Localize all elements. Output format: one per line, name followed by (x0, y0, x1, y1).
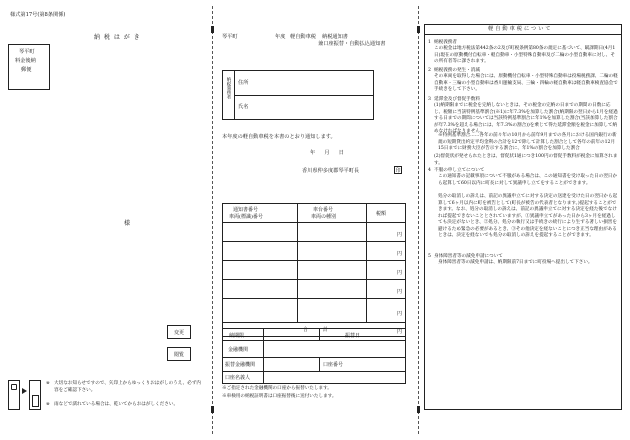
form-number: 様式第17号(第8条関係) (10, 12, 66, 18)
sender-mail: 郵便 (21, 67, 32, 73)
section-3-note: ※特例基準割合……各年の前々年の10月から前年9月までの各月における国内銀行の新規の短期貸出約定平均金利の合計を12で除して計算した割合として各年の前年の12月15日までに財務大臣が告示する割合に、年1%の割合を加算した割合 (438, 133, 617, 152)
section-1-body: この税金は地方税法第442条の2及び町税条例第80条の規定に基づいて、賦課期日(4月1日)現在の原動機付自転車・軽自動車・小型特殊自動車及び二輪の小型自動車に対し、その所有者等に課されます。 (434, 46, 616, 65)
account-no-label: 口座番号 (323, 362, 344, 368)
peel-corner-icon (11, 384, 17, 390)
peel-flap-icon (32, 395, 39, 407)
honorific: 様 (124, 220, 131, 227)
yen-unit: 円 (397, 289, 403, 295)
issue-date: 年 月 日 (310, 150, 346, 156)
postage-box (8, 44, 50, 90)
header-notice-no: 通知書番号 (233, 207, 259, 213)
bank-label: 金融機関 (228, 347, 249, 353)
info-title: 軽自動車税について (488, 26, 553, 32)
section-1-heading: 納税義務者 (434, 40, 457, 45)
taxpayer-label: 納税義務者 (226, 77, 231, 99)
address-label: 住所 (238, 80, 249, 86)
taxpayer-box (222, 70, 374, 120)
header-chassis-no: 車台番号 (313, 207, 334, 213)
notice-mark: ※ (46, 381, 50, 386)
header-tax-amount: 税額 (376, 211, 387, 217)
section-1-num: 1 (428, 40, 431, 45)
yen-unit: 円 (397, 329, 403, 335)
branch-label: 振替金融機関 (225, 362, 256, 368)
section-4-heading: 不服の申し立てについて (434, 168, 485, 173)
arrow-right-icon (22, 388, 27, 394)
section-5-heading: 身体障害者等の減免申請について (434, 254, 503, 259)
section-2-body: その車両を取得した場合には、原動機付自転車・小型特殊自動車は役場税務課、二輪の軽自動車・三輪の小型自動車は香川運輸支局、三輪・四輪の軽自動車は軽自動車検査協会で手続きをして下さい。 (434, 74, 618, 93)
change-button[interactable]: 変更 (167, 325, 191, 339)
municipality: 琴平町 (222, 34, 238, 40)
yen-unit: 円 (397, 251, 403, 257)
peel-diagram-open (29, 380, 41, 410)
peel-notice: 大切なお知らせですので、矢印上からゆっくりおはがしのうえ、必ず内容をご確認下さい。 (54, 381, 202, 393)
section-4-body: この通知書の記載事項について不服がある場合は、この通知書を受け取った日の翌日から起算して60日以内に町長に対して異議申し立てをすることができます。 (438, 174, 618, 186)
transfer-date-label: 振替日 (345, 333, 361, 339)
sender-payment: 料金後納 (15, 58, 36, 64)
deadline-label: 納期限 (229, 333, 245, 339)
fold-notch (211, 406, 214, 413)
yen-unit: 円 (397, 311, 403, 317)
section-5-body: 身体障害者等の減免申請は、納期限前7日までに町役場へ提出して下さい。 (438, 260, 593, 265)
section-3-fee: (2)督促状が発せられたときは、督促状1通につき100円の督促手数料が税金に加算されます。 (434, 154, 618, 166)
section-2-num: 2 (428, 68, 431, 73)
fold-notch (211, 26, 214, 33)
seal-char: 印 (395, 167, 401, 174)
payment-table (222, 328, 406, 384)
notice-subtitle: 兼口座振替・自動払込通知書 (318, 41, 386, 47)
section-4-lawsuit: 処分の取消しの訴えは、前記の異議申立てに対する決定の送達を受けた日の翌日から起算して6ヶ月以内に町を被告として(町長が被告の代表者となります。)提起することができます。なお、処分の取消しの訴えは、前記の異議申立てに対する決定を経た後でなければ提起できないこととされていますが、①異議申立てがあった日から3ヶ月を経過しても決定がないとき、②処分、処分の執行又は手続きの続行により生ずる著しい損害を避けるため緊急の必要があるとき、③その他決定を経ないことにつき正当な理由があるときは、決定を経ないでも処分の取消しの訴えを提起することができます。 (438, 194, 618, 239)
sender-town: 琴平町 (19, 49, 35, 55)
header-vehicle-type: 車両の種別 (311, 214, 337, 220)
rain-notice: 雨などで濡れている場合は、乾いてからおはがしください。 (54, 402, 179, 407)
fold-line-left (212, 6, 213, 434)
section-3-body: (1)納期限までに税金を完納しないときは、その税金の完納の日までの期間の日数に応じ、税額に当該特例基準割合(※1)に年7.3%を加算した割合(納期限の翌日から1月を経過する日までの期間については当該特例基準割合に年1%を加算した割合(当該加算した割合が年7.3%を超える場合には、年7.3%の割合))を乗じて得た延滞金額を税金に加算して納めなければなりません。 (434, 103, 618, 135)
fold-line-right (418, 6, 419, 434)
fold-notch (417, 26, 420, 33)
notice-mark: ※ (46, 402, 50, 407)
notice-body: 本年度の軽自動車税を本書のとおり通知します。 (222, 134, 336, 140)
postcard-title: 納 税 は が き (94, 34, 141, 41)
fold-notch (417, 406, 420, 413)
name-label: 氏名 (238, 104, 249, 110)
total-label: 合 計 (303, 327, 329, 333)
account-holder-label: 口座名義人 (225, 375, 251, 381)
section-4-num: 4 (428, 168, 431, 173)
section-2-heading: 納税義務の発生・消滅 (434, 68, 480, 73)
view-button[interactable]: 閲覧 (167, 347, 191, 361)
tax-name: 軽自動車税 (290, 34, 316, 40)
tax-table (222, 203, 406, 337)
yen-unit: 円 (397, 270, 403, 276)
section-3-heading: 延滞金及び督促手数料 (434, 97, 480, 102)
section-5-num: 5 (428, 254, 431, 259)
section-3-num: 3 (428, 97, 431, 102)
official-seal (394, 166, 402, 174)
footnote-1: ※ご指定された金融機関の口座から振替いたします。 (222, 386, 332, 391)
fiscal-year: 年度 (275, 34, 286, 40)
info-title-rule (424, 34, 622, 35)
yen-unit: 円 (397, 232, 403, 238)
footnote-2: ※車検用の納税証明書は口座振替後に送付いたします。 (222, 394, 337, 399)
header-plate-no: 車両(標識)番号 (229, 214, 263, 220)
issuer-name: 香川県仲多度郡琴平町長 (302, 168, 360, 174)
peel-diagram (8, 380, 20, 410)
notice-title: 納税通知書 (322, 34, 348, 40)
